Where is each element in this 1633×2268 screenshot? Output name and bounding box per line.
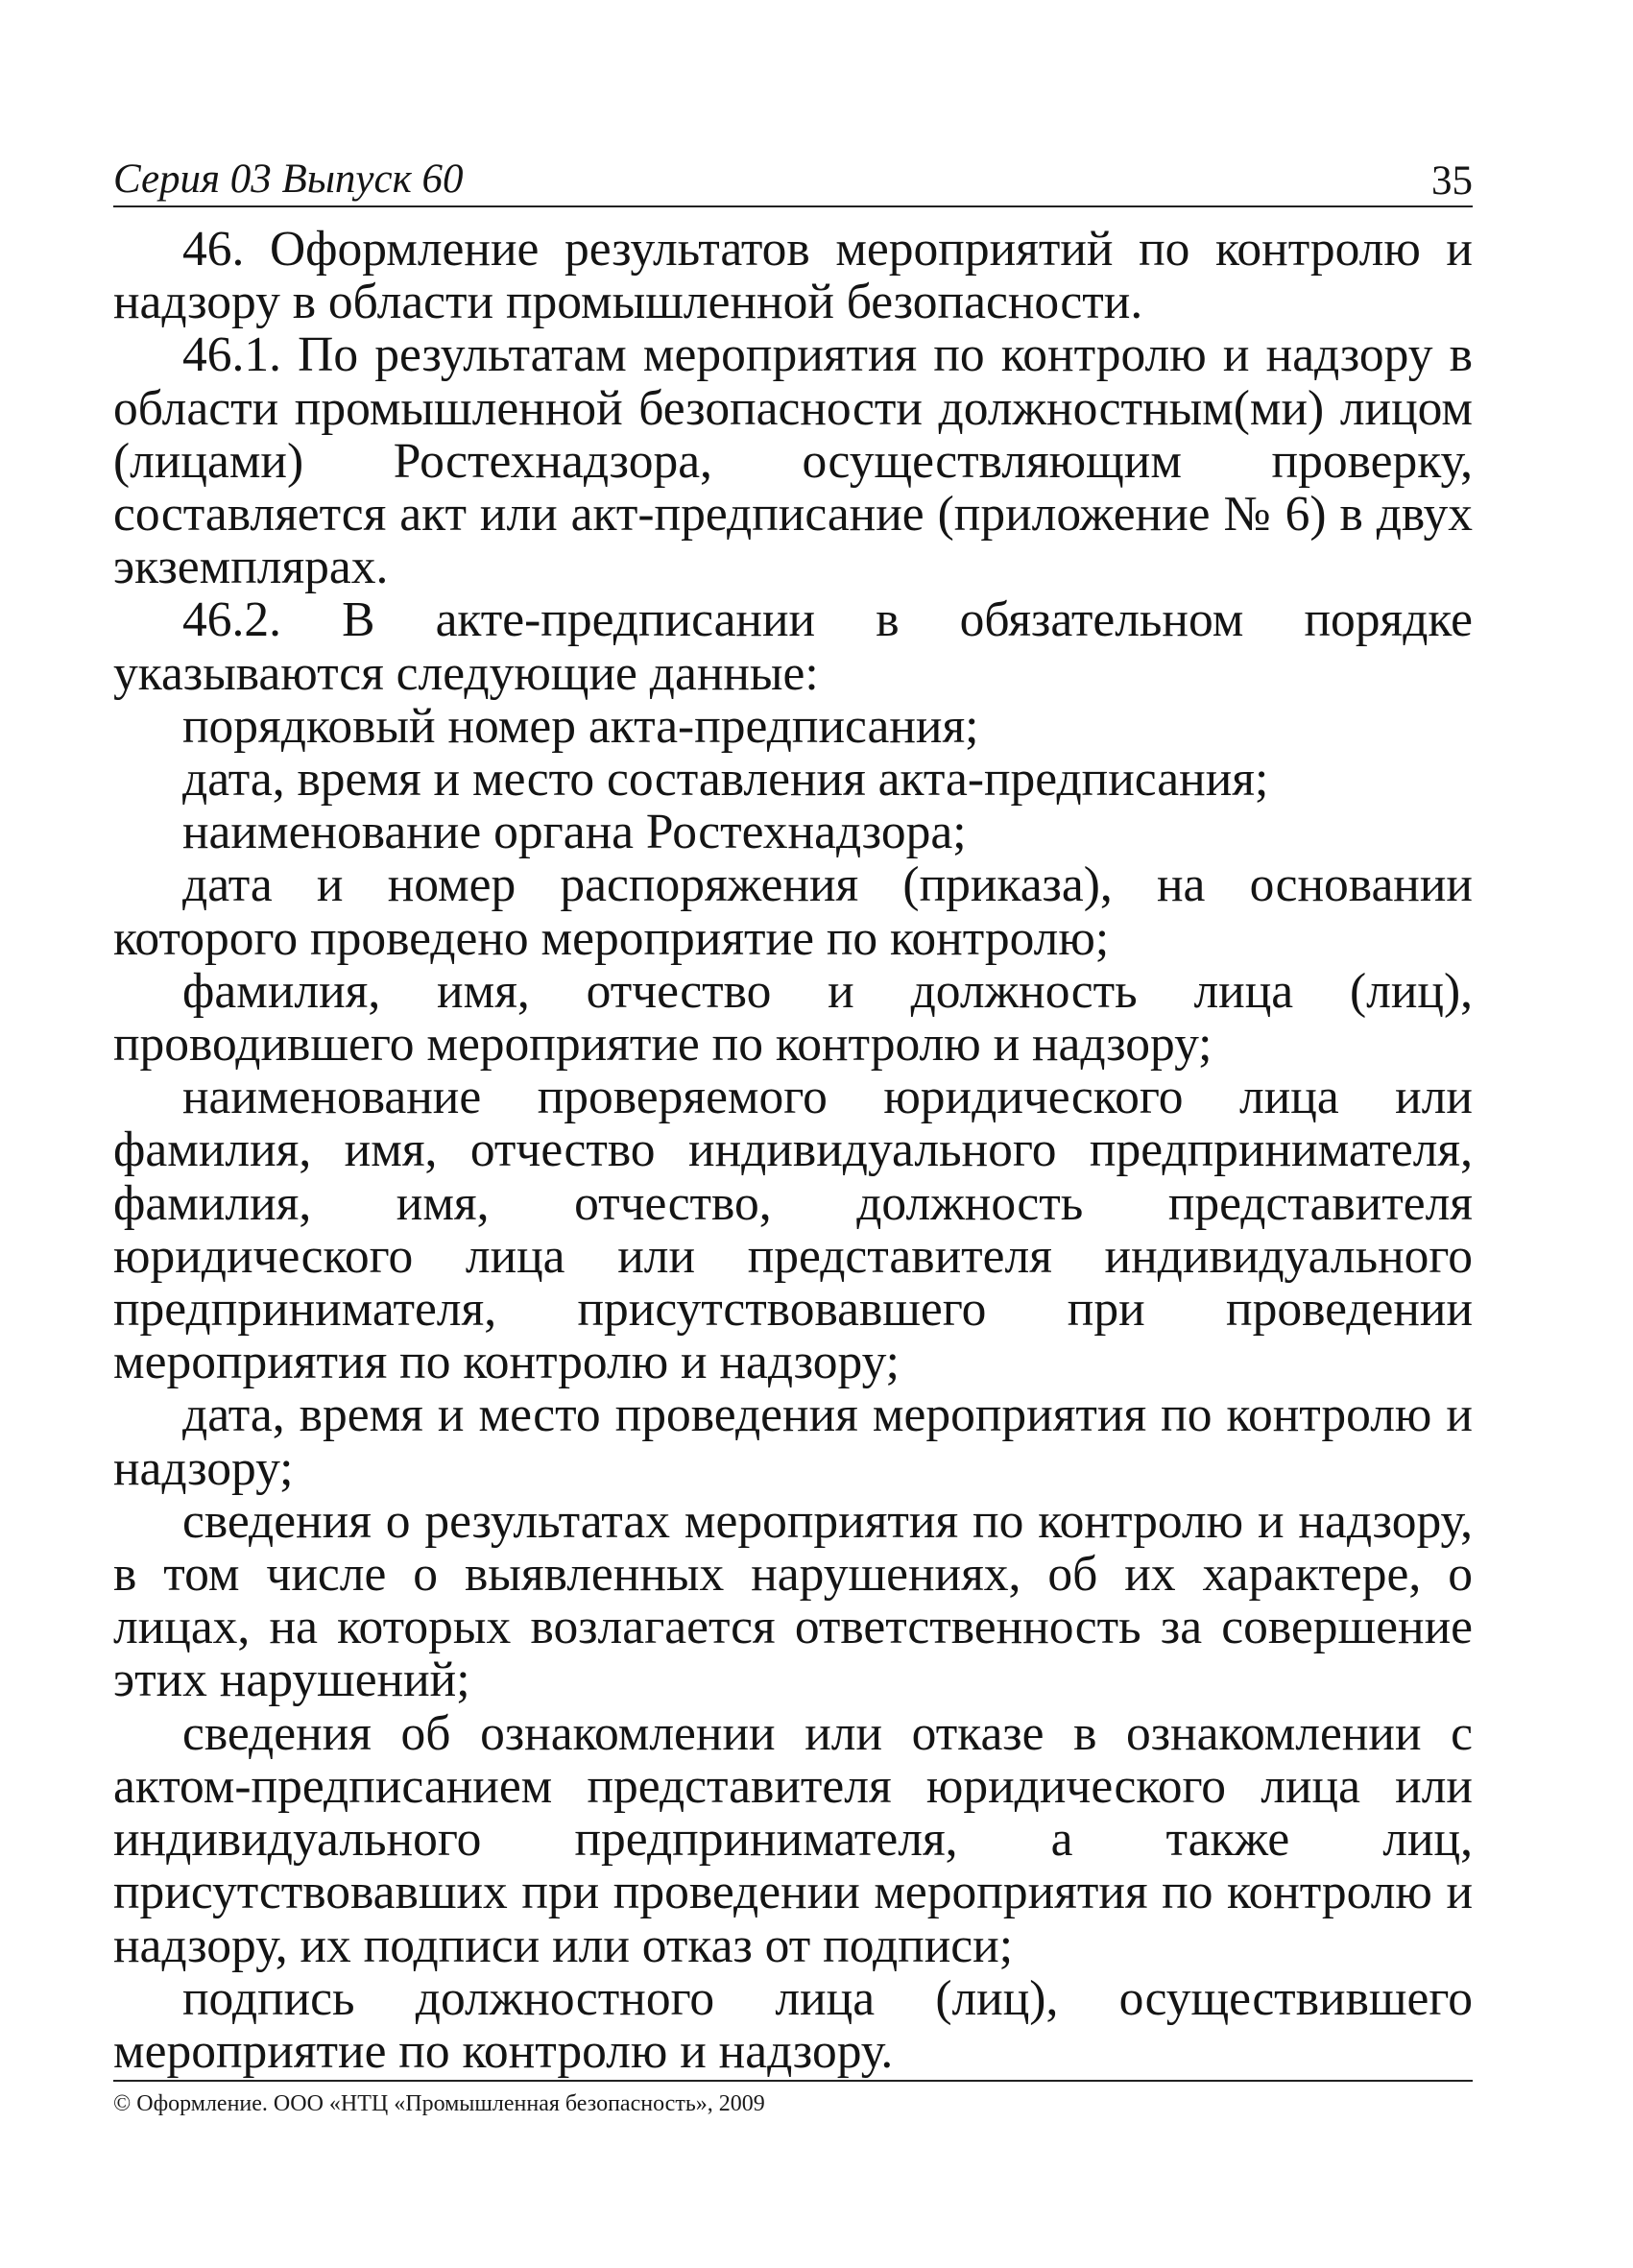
list-item: подпись должностного лица (лиц), осуществившего мероприятие по контролю и надзору. xyxy=(113,1970,1473,2079)
running-header xyxy=(113,144,1473,205)
page-number: 35 xyxy=(1431,158,1473,204)
list-item: фамилия, имя, отчество и должность лица (лиц), проводившего мероприятие по контролю и надзору; xyxy=(113,963,1473,1073)
header-divider xyxy=(113,205,1473,207)
list-item: порядковый номер акта-предписания; xyxy=(182,698,979,754)
footer-divider xyxy=(113,2080,1473,2082)
section-heading: 46. Оформление результатов мероприятий по контролю и надзору в области промышленной безопасности. xyxy=(113,222,1473,330)
list-item: дата, время и место проведения мероприятия по контролю и надзору; xyxy=(113,1387,1473,1496)
series-title: Серия 03 Выпуск 60 xyxy=(113,157,464,202)
paragraph-46-1: 46.1. По результатам мероприятия по контролю и надзору в области промышленной безопасности должностным(ми) лицом (лицами) Ростехнадзора, осуществляющим проверку, составляется акт или акт-предписание (приложение № 6) в двух экземплярах. xyxy=(113,327,1473,595)
list-item: сведения о результатах мероприятия по контролю и надзору, в том числе о выявленных нарушениях, об их характере, о лицах, на которых возлагается ответственность за совершение этих нарушений; xyxy=(113,1493,1473,1708)
footer-copyright: © Оформление. ООО «НТЦ «Промышленная безопасность», 2009 xyxy=(113,2091,765,2116)
list-item: дата и номер распоряжения (приказа), на основании которого проведено мероприятие по контролю; xyxy=(113,857,1473,966)
document-body xyxy=(113,223,1473,2078)
paragraph-46-2: 46.2. В акте-предписании в обязательном порядке указываются следующие данные: xyxy=(113,592,1473,701)
list-item: сведения об ознакомлении или отказе в ознакомлении с актом-предписанием представителя юридического лица или индивидуального предпринимателя, а также лиц, присутствовавших при проведении мероприятия по контролю и надзору, их подписи или отказ от подписи; xyxy=(113,1705,1473,1973)
list-item: наименование проверяемого юридического лица или фамилия, имя, отчество индивидуального предпринимателя, фамилия, имя, отчество, должность представителя юридического лица или представителя индивидуального предпринимателя, присутствовавшего при проведении мероприятия по контролю и надзору; xyxy=(113,1070,1473,1390)
list-item: дата, время и место составления акта-предписания; xyxy=(182,752,1269,808)
list-item: наименование органа Ростехнадзора; xyxy=(182,805,967,860)
